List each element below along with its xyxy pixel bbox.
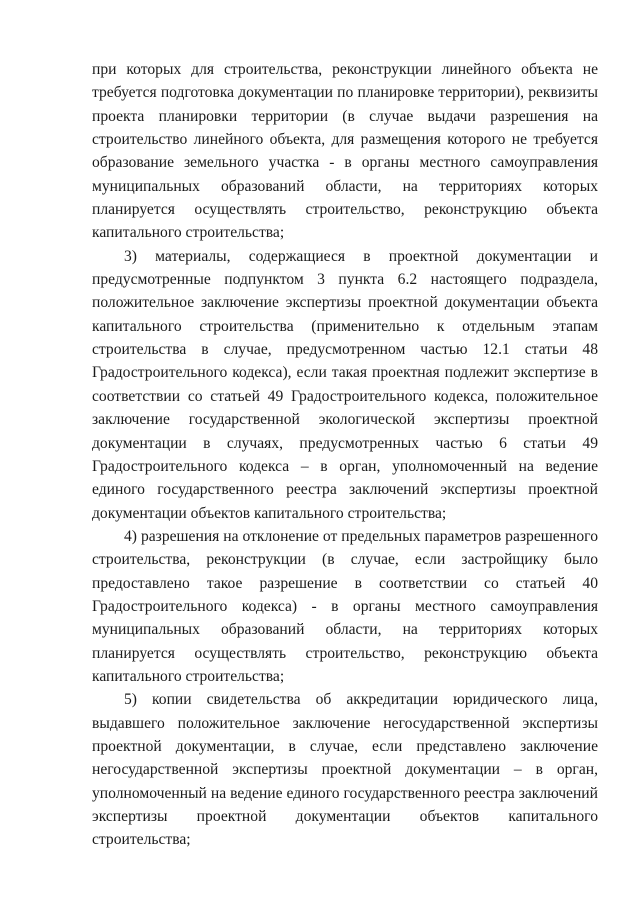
document-page: [92, 58, 598, 852]
paragraph-continuation: при которых для строительства, реконструкции линейного объекта не требуется подготовка документации по планировке территории), реквизиты проекта планировки территории (в случае выдачи разрешения на строительство линейного объекта, для размещения которого не требуется образование земельного участка - в органы местного самоуправления муниципальных образований области, на территориях которых планируется осуществлять строительство, реконструкцию объекта капитального строительства;: [92, 61, 598, 242]
paragraph-item-4: 4) разрешения на отклонение от предельных параметров разрешенного строительства, реконструкции (в случае, если застройщику было предоставлено такое разрешение в соответствии со статьей 40 Градостроительного кодекса) - в органы местного самоуправления муниципальных образований области, на территориях которых планируется осуществлять строительство, реконструкцию объекта капитального строительства;: [92, 527, 598, 685]
paragraph-item-5: 5) копии свидетельства об аккредитации юридического лица, выдавшего положительное заключение негосударственной экспертизы проектной документации, в случае, если представлено заключение негосударственной экспертизы проектной документации – в орган, уполномоченный на ведение единого государственного реестра заключений экспертизы проектной документации объектов капитального строительства;: [92, 691, 598, 849]
paragraph-item-3: 3) материалы, содержащиеся в проектной документации и предусмотренные подпунктом 3 пункта 6.2 настоящего подраздела, положительное заключение экспертизы проектной документации объекта капитального строительства (применительно к отдельным этапам строительства в случае, предусмотренном частью 12.1 статьи 48 Градостроительного кодекса), если такая проектная подлежит экспертизе в соответствии со статьей 49 Градостроительного кодекса, положительное заключение государственной экологической экспертизы проектной документации в случаях, предусмотренных частью 6 статьи 49 Градостроительного кодекса – в орган, уполномоченный на ведение единого государственного реестра заключений экспертизы проектной документации объектов капитального строительства;: [92, 247, 598, 522]
